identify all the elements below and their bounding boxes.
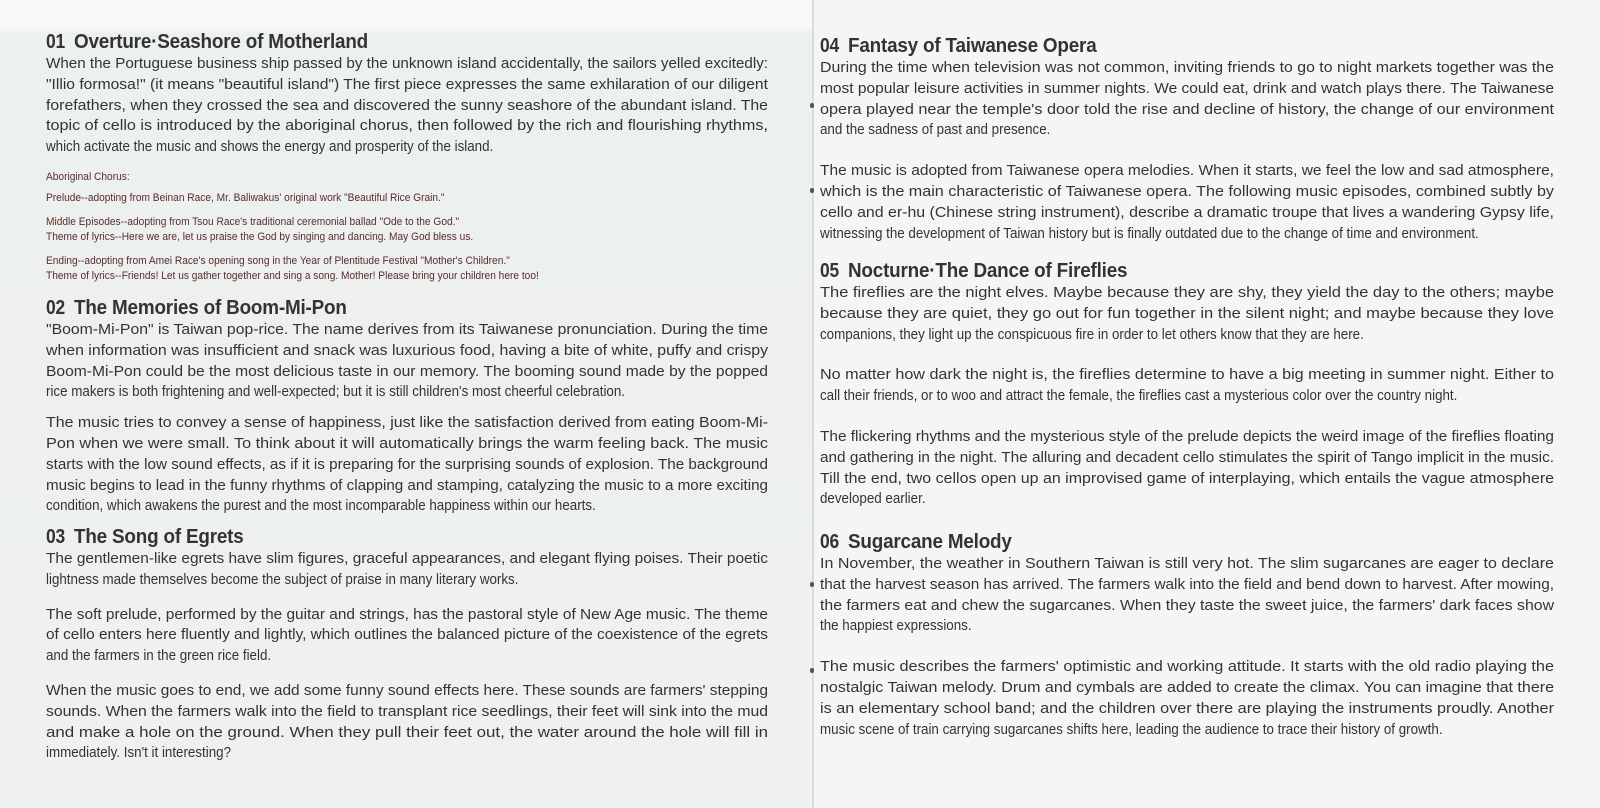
notes-block	[46, 170, 768, 285]
text-line: The soft prelude, performed by the guitar and strings, has the pastoral style of New Age music. The theme	[46, 605, 768, 623]
text-line: nostalgic Taiwan melody. Drum and cymbals are added to create the climax. You can imagine that there	[820, 678, 1555, 696]
fold-mark	[810, 582, 814, 587]
text-line: when information was insufficient and snack was luxurious food, having a bite of white, puffy and crispy	[46, 341, 768, 359]
track-title: Sugarcane Melody	[848, 530, 1013, 553]
page-fold	[812, 0, 814, 808]
track-heading	[820, 530, 1554, 554]
track-number: 04	[820, 34, 840, 57]
text-line: sounds. When the farmers walk into the field to transplant rice seedlings, their feet will sink into the mud	[46, 702, 769, 720]
text-line: is an elementary school band; and the children over there are playing the instruments proudly. Another	[820, 699, 1554, 717]
text-line: The fireflies are the night elves. Maybe because they are shy, they yield the day to the others; maybe	[820, 284, 1555, 301]
text-line: The music describes the farmers' optimistic and working attitude. It starts with the old radio playing the	[820, 658, 1555, 676]
text-line: During the time when television was not common, inviting friends to go to night markets together was the	[820, 59, 1554, 76]
text-line: "Illio formosa!" (it means "beautiful island") The first piece expresses the same exhilaration of our diligent	[46, 75, 768, 93]
text-line: because they are quiet, they go out for fun together in the silent night; and maybe because they love	[820, 304, 1555, 322]
note-line: Middle Episodes--adopting from Tsou Race's traditional ceremonial ballad "Ode to the God."	[46, 215, 460, 228]
paragraph	[820, 365, 1554, 407]
paragraph	[46, 413, 768, 517]
text-line: Till the end, two cellos open up an improvised game of interplaying, which entails the vague atmosphere	[820, 469, 1555, 487]
text-line: Pon when we were small. To think about it will automatically brings the warm feeling back. The music	[46, 434, 769, 452]
track-title: The Memories of Boom-Mi-Pon	[74, 296, 348, 319]
paragraph	[46, 605, 768, 667]
note	[46, 215, 768, 246]
note	[46, 191, 768, 207]
note	[46, 170, 768, 186]
paragraph	[46, 54, 768, 158]
text-line: No matter how dark the night is, the fireflies determine to have a big meeting in summer night. Either to	[820, 366, 1554, 384]
text-line: developed earlier.	[820, 490, 926, 508]
track-heading	[46, 30, 768, 54]
text-line: rice makers is both frightening and well-expected; but it is still children's most cheerful celebration.	[46, 383, 626, 401]
paragraph	[46, 549, 768, 591]
text-line: topic of cello is introduced by the aboriginal chorus, then followed by the rich and flourishing rhythms,	[46, 117, 768, 135]
text-line: music begins to lead in the funny rhythms of clapping and stamping, catalyzing the music to a more exciting	[46, 476, 769, 494]
text-line: and make a hole on the ground. When they pull their feet out, the water around the hole will fill in	[46, 723, 769, 741]
note-line: Prelude--adopting from Beinan Race, Mr. Baliwakus' original work "Beautiful Rice Grain."	[46, 192, 445, 205]
text-line: The gentlemen-like egrets have slim figures, graceful appearances, and elegant flying poises. Their poetic	[46, 550, 769, 567]
track-title: The Song of Egrets	[74, 525, 244, 548]
fold-mark	[810, 103, 814, 108]
text-line: music scene of train carrying sugarcanes shifts here, leading the audience to trace their history of growth.	[820, 720, 1443, 738]
text-line: In November, the weather in Southern Taiwan is still very hot. The slim sugarcanes are eager to declare	[820, 555, 1554, 572]
text-line: opera played near the temple's door told the rise and decline of history, the change of our environment	[820, 100, 1554, 118]
track-title: Fantasy of Taiwanese Opera	[848, 34, 1097, 57]
track-heading	[46, 525, 768, 549]
track-heading	[820, 34, 1554, 58]
text-line: and gathering in the night. The alluring and decadent cello stimulates the spirit of Tango implicit in the music.	[820, 448, 1555, 466]
text-line: which activate the music and shows the energy and prosperity of the island.	[46, 138, 494, 156]
fold-mark	[810, 188, 814, 193]
track-title: Overture·Seashore of Motherland	[74, 30, 369, 53]
track-03-section	[46, 525, 768, 764]
text-line: The flickering rhythms and the mysterious style of the prelude depicts the weird image of the fireflies floating	[820, 427, 1554, 445]
note-line: Theme of lyrics--Here we are, let us praise the God by singing and dancing. May God bless us.	[46, 231, 474, 244]
text-line: When the music goes to end, we add some funny sound effects here. These sounds are farmers' stepping	[46, 681, 769, 699]
track-number: 02	[46, 296, 66, 319]
text-line: the happiest expressions.	[820, 617, 972, 635]
text-line: that the harvest season has arrived. The farmers walk into the field and bend down to harvest. After mowing,	[820, 575, 1554, 593]
track-number: 05	[820, 259, 840, 282]
track-05-section	[820, 259, 1554, 510]
note-line: Aboriginal Chorus:	[46, 170, 130, 183]
note	[46, 254, 768, 285]
text-line: most popular leisure activities in summer nights. We could eat, drink and watch plays there. The Taiwanese	[820, 79, 1554, 97]
paragraph	[820, 161, 1554, 244]
text-line: condition, which awakens the purest and the most incomparable happiness within our hearts.	[46, 497, 596, 515]
track-heading	[820, 259, 1554, 283]
text-line: and the farmers in the green rice field.	[46, 647, 272, 665]
track-number: 01	[46, 30, 66, 53]
text-line: immediately. Isn't it interesting?	[46, 744, 232, 762]
fold-mark	[810, 668, 814, 673]
text-line: cello and er-hu (Chinese string instrument), describe a dramatic troupe that lives a wandering Gypsy life,	[820, 203, 1554, 221]
track-heading	[46, 296, 768, 320]
track-04-section	[820, 34, 1554, 244]
text-line: witnessing the development of Taiwan history but is finally outdated due to the change of time and environment.	[820, 224, 1479, 242]
track-number: 03	[46, 525, 66, 548]
text-line: call their friends, or to woo and attract the female, the fireflies cast a mysterious color over the country night.	[820, 387, 1458, 405]
text-line: starts with the low sound effects, as if it is preparing for the surprising sounds of explosion. The background	[46, 455, 768, 473]
paragraph	[46, 681, 768, 764]
text-line: and the sadness of past and presence.	[820, 121, 1051, 139]
text-line: which is the main characteristic of Taiwanese opera. The following music episodes, combined subtly by	[820, 182, 1555, 200]
text-line: lightness made themselves become the subject of praise in many literary works.	[46, 570, 519, 588]
track-01-section	[46, 30, 768, 285]
paragraph	[820, 58, 1554, 141]
text-line: The music tries to convey a sense of happiness, just like the satisfaction derived from eating Boom-Mi-	[46, 414, 769, 432]
paragraph	[820, 554, 1554, 637]
track-number: 06	[820, 530, 840, 553]
text-line: forefathers, when they crossed the sea and discovered the sunny seashore of the abundant island. The	[46, 96, 768, 114]
paragraph	[820, 427, 1554, 510]
text-line: The music is adopted from Taiwanese opera melodies. When it starts, we feel the low and sad atmosphere,	[820, 162, 1554, 180]
track-title: Nocturne·The Dance of Fireflies	[848, 259, 1128, 282]
track-06-section	[820, 530, 1554, 740]
paragraph	[46, 320, 768, 403]
paragraph	[820, 283, 1554, 345]
text-line: "Boom-Mi-Pon" is Taiwan pop-rice. The name derives from its Taiwanese pronunciation. During the time	[46, 321, 769, 338]
paragraph	[820, 657, 1554, 740]
text-line: When the Portuguese business ship passed by the unknown island accidentally, the sailors yelled excitedly:	[46, 55, 769, 72]
note-line: Ending--adopting from Amei Race's opening song in the Year of Plentitude Festival "Mother's Children."	[46, 254, 510, 267]
text-line: the farmers eat and chew the sugarcanes. When they taste the sweet juice, the farmers' dark faces show	[820, 596, 1555, 614]
text-line: of cello enters here fluently and lightly, which outlines the balanced picture of the coexistence of the egrets	[46, 626, 768, 644]
track-02-section	[46, 296, 768, 517]
text-line: companions, they light up the conspicuous fire in order to let others know that they are here.	[820, 325, 1364, 343]
text-line: Boom-Mi-Pon could be the most delicious taste in our memory. The booming sound made by the popped	[46, 362, 768, 380]
note-line: Theme of lyrics--Friends! Let us gather together and sing a song. Mother! Please bring your children here too!	[46, 270, 539, 283]
